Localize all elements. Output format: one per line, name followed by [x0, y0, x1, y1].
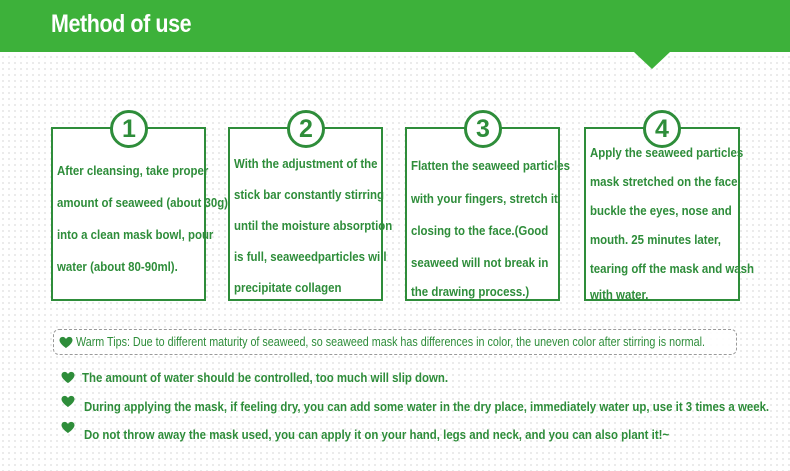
header-banner: [0, 0, 790, 52]
step-2-line-1: With the adjustment of the: [234, 156, 378, 171]
step-4-line-1: Apply the seaweed particles: [590, 145, 744, 160]
step-2-line-3: until the moisture absorption: [234, 218, 393, 233]
warm-tips-text: Warm Tips: Due to different maturity of seaweed, so seaweed mask has differences in color, the uneven color after stirring is normal.: [76, 335, 705, 349]
step-4-line-5: tearing off the mask and wash: [590, 261, 755, 276]
warm-tips-box: [53, 329, 737, 355]
step-4-line-6: with water.: [590, 287, 649, 302]
note-2-text: During applying the mask, if feeling dry, you can add some water in the dry place, immediately water up, use it 3 times a week.: [84, 399, 770, 414]
step-1-line-2: amount of seaweed (about 30g): [57, 195, 228, 210]
heart-icon: [60, 421, 76, 434]
note-1-text: The amount of water should be controlled, too much will slip down.: [82, 370, 449, 385]
step-3-line-4: seaweed will not break in: [411, 255, 549, 270]
step-1-line-1: After cleansing, take proper: [57, 163, 209, 178]
note-3-text: Do not throw away the mask used, you can apply it on your hand, legs and neck, and you can also plant it!~: [84, 427, 670, 442]
step-number-1: 1: [110, 110, 148, 148]
step-4-line-3: buckle the eyes, nose and: [590, 203, 732, 218]
step-card-4: [584, 115, 755, 302]
step-3-line-5: the drawing process.): [411, 284, 530, 299]
page-title: Method of use: [51, 10, 192, 38]
step-2-line-2: stick bar constantly stirring: [234, 187, 385, 202]
step-number-4: 4: [643, 110, 681, 148]
step-1-line-3: into a clean mask bowl, pour: [57, 227, 214, 242]
step-3-line-3: closing to the face.(Good: [411, 223, 549, 238]
step-card-3: [405, 115, 570, 301]
heart-icon: [58, 336, 74, 349]
step-3-line-2: with your fingers, stretch it: [411, 191, 558, 206]
step-3-line-1: Flatten the seaweed particles: [411, 158, 570, 173]
step-1-line-4: water (about 80-90ml).: [57, 259, 178, 274]
step-number-3: 3: [464, 110, 502, 148]
step-4-line-2: mask stretched on the face,: [590, 174, 741, 189]
step-card-1: [51, 115, 228, 301]
heart-icon: [60, 371, 76, 384]
step-number-2: 2: [287, 110, 325, 148]
step-card-2: [228, 115, 393, 301]
banner-notch: [634, 52, 670, 69]
step-2-line-4: is full, seaweedparticles will: [234, 249, 387, 264]
heart-icon: [60, 395, 76, 408]
step-2-line-5: precipitate collagen: [234, 280, 342, 295]
step-4-line-4: mouth. 25 minutes later,: [590, 232, 721, 247]
